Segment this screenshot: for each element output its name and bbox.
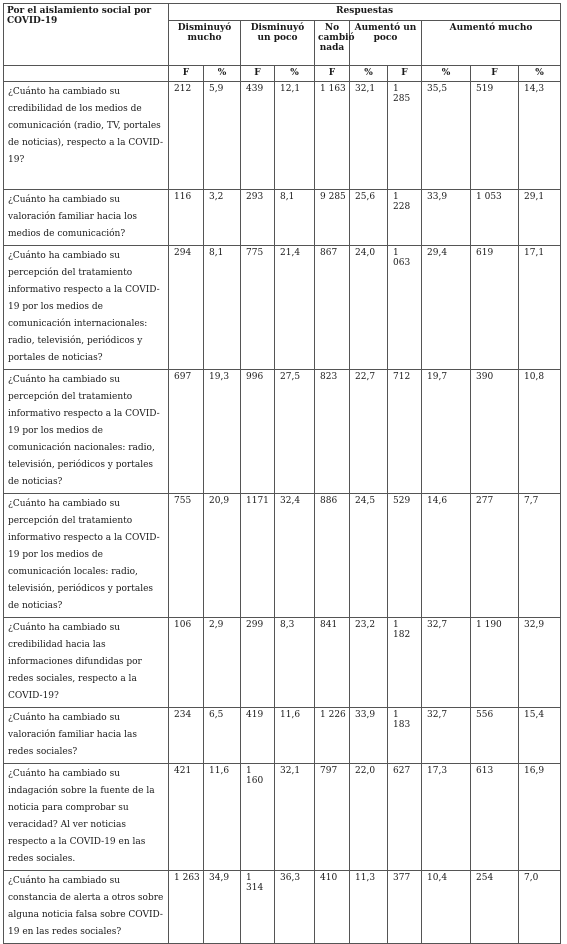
table-row	[4, 82, 561, 190]
percent-cell: 10,4	[422, 871, 471, 944]
percent-cell: 6,5	[204, 708, 241, 764]
percent-cell: 34,9	[204, 871, 241, 944]
percent-cell: 32,7	[422, 618, 471, 708]
percent-cell: 21,4	[275, 246, 315, 370]
percent-cell: 25,6	[350, 190, 388, 246]
f-header: F	[388, 66, 422, 82]
frequency-cell: 619	[471, 246, 519, 370]
percent-cell: 2,9	[204, 618, 241, 708]
percent-cell: 33,9	[350, 708, 388, 764]
percent-cell: 17,1	[519, 246, 561, 370]
table-body	[4, 82, 561, 944]
frequency-cell: 9 285	[315, 190, 350, 246]
table-row	[4, 618, 561, 708]
percent-cell: 11,6	[204, 764, 241, 871]
pct-header: %	[519, 66, 561, 82]
table-row	[4, 370, 561, 494]
question-cell: ¿Cuánto ha cambiado su constancia de alerta a otros sobre alguna noticia falsa sobre COVID-19 en las redes sociales?	[4, 871, 169, 944]
percent-cell: 3,2	[204, 190, 241, 246]
frequency-cell: 867	[315, 246, 350, 370]
percent-cell: 33,9	[422, 190, 471, 246]
frequency-cell: 419	[241, 708, 275, 764]
frequency-cell: 293	[241, 190, 275, 246]
frequency-cell: 1 163	[315, 82, 350, 190]
percent-cell: 36,3	[275, 871, 315, 944]
pct-header: %	[422, 66, 471, 82]
frequency-cell: 996	[241, 370, 275, 494]
table-wrapper	[3, 3, 561, 944]
frequency-cell: 1 053	[471, 190, 519, 246]
frequency-cell: 1 182	[388, 618, 422, 708]
percent-cell: 11,6	[275, 708, 315, 764]
percent-cell: 32,4	[275, 494, 315, 618]
percent-cell: 8,1	[275, 190, 315, 246]
question-cell: ¿Cuánto ha cambiado su valoración familiar hacia los medios de comunicación?	[4, 190, 169, 246]
percent-cell: 22,0	[350, 764, 388, 871]
pct-header: %	[275, 66, 315, 82]
frequency-cell: 529	[388, 494, 422, 618]
frequency-cell: 377	[388, 871, 422, 944]
question-cell: ¿Cuánto ha cambiado su valoración familiar hacia las redes sociales?	[4, 708, 169, 764]
table-row	[4, 190, 561, 246]
frequency-cell: 613	[471, 764, 519, 871]
frequency-cell: 556	[471, 708, 519, 764]
category-header: Disminuyó un poco	[241, 21, 315, 66]
percent-cell: 22,7	[350, 370, 388, 494]
corner-header: Por el aislamiento social por COVID-19	[4, 4, 169, 66]
f-header: F	[471, 66, 519, 82]
percent-cell: 23,2	[350, 618, 388, 708]
percent-cell: 32,7	[422, 708, 471, 764]
percent-cell: 19,3	[204, 370, 241, 494]
frequency-cell: 439	[241, 82, 275, 190]
question-cell: ¿Cuánto ha cambiado su percepción del tratamiento informativo respecto a la COVID-19 por los medios de comunicación locales: radio, televisión, periódicos y portales de noticias?	[4, 494, 169, 618]
question-cell: ¿Cuánto ha cambiado su indagación sobre la fuente de la noticia para comprobar su veracidad? Al ver noticias respecto a la COVID-19 en las redes sociales.	[4, 764, 169, 871]
frequency-cell: 1 160	[241, 764, 275, 871]
percent-cell: 7,0	[519, 871, 561, 944]
percent-cell: 27,5	[275, 370, 315, 494]
percent-cell: 19,7	[422, 370, 471, 494]
question-cell: ¿Cuánto ha cambiado su credibilidad de los medios de comunicación (radio, TV, portales de noticias), respecto a la COVID-19?	[4, 82, 169, 190]
frequency-cell: 277	[471, 494, 519, 618]
percent-cell: 8,1	[204, 246, 241, 370]
frequency-cell: 1 314	[241, 871, 275, 944]
frequency-cell: 1 063	[388, 246, 422, 370]
frequency-cell: 627	[388, 764, 422, 871]
percent-cell: 32,1	[275, 764, 315, 871]
header-row-group	[4, 4, 561, 21]
frequency-cell: 712	[388, 370, 422, 494]
percent-cell: 32,1	[350, 82, 388, 190]
survey-table	[3, 3, 561, 944]
percent-cell: 20,9	[204, 494, 241, 618]
f-header: F	[315, 66, 350, 82]
group-header: Respuestas	[169, 4, 561, 21]
percent-cell: 17,3	[422, 764, 471, 871]
frequency-cell: 1 183	[388, 708, 422, 764]
table-row	[4, 871, 561, 944]
frequency-cell: 299	[241, 618, 275, 708]
category-header: Disminuyó mucho	[169, 21, 241, 66]
f-header: F	[241, 66, 275, 82]
category-header: Aumentó un poco	[350, 21, 422, 66]
percent-cell: 14,6	[422, 494, 471, 618]
frequency-cell: 410	[315, 871, 350, 944]
frequency-cell: 519	[471, 82, 519, 190]
frequency-cell: 797	[315, 764, 350, 871]
frequency-cell: 886	[315, 494, 350, 618]
frequency-cell: 234	[169, 708, 204, 764]
pct-header: %	[204, 66, 241, 82]
percent-cell: 16,9	[519, 764, 561, 871]
percent-cell: 35,5	[422, 82, 471, 190]
frequency-cell: 697	[169, 370, 204, 494]
frequency-cell: 421	[169, 764, 204, 871]
f-header: F	[169, 66, 204, 82]
percent-cell: 10,8	[519, 370, 561, 494]
percent-cell: 24,0	[350, 246, 388, 370]
frequency-cell: 755	[169, 494, 204, 618]
frequency-cell: 106	[169, 618, 204, 708]
frequency-cell: 1 285	[388, 82, 422, 190]
category-header: Aumentó mucho	[422, 21, 561, 66]
table-row	[4, 764, 561, 871]
frequency-cell: 775	[241, 246, 275, 370]
frequency-cell: 294	[169, 246, 204, 370]
question-cell: ¿Cuánto ha cambiado su percepción del tratamiento informativo respecto a la COVID-19 por los medios de comunicación nacionales: radio, televisión, periódicos y portales de noticias?	[4, 370, 169, 494]
percent-cell: 32,9	[519, 618, 561, 708]
frequency-cell: 841	[315, 618, 350, 708]
frequency-cell: 116	[169, 190, 204, 246]
frequency-cell: 1 263	[169, 871, 204, 944]
pct-header: %	[350, 66, 388, 82]
frequency-cell: 390	[471, 370, 519, 494]
frequency-cell: 1 228	[388, 190, 422, 246]
percent-cell: 15,4	[519, 708, 561, 764]
percent-cell: 24,5	[350, 494, 388, 618]
blank-header-cell	[4, 66, 169, 82]
table-row	[4, 246, 561, 370]
percent-cell: 8,3	[275, 618, 315, 708]
frequency-cell: 1 190	[471, 618, 519, 708]
table-row	[4, 494, 561, 618]
percent-cell: 14,3	[519, 82, 561, 190]
percent-cell: 7,7	[519, 494, 561, 618]
category-header: No cambió nada	[315, 21, 350, 66]
frequency-cell: 212	[169, 82, 204, 190]
percent-cell: 5,9	[204, 82, 241, 190]
frequency-cell: 1171	[241, 494, 275, 618]
frequency-cell: 823	[315, 370, 350, 494]
percent-cell: 12,1	[275, 82, 315, 190]
frequency-cell: 1 226	[315, 708, 350, 764]
table-row	[4, 708, 561, 764]
question-cell: ¿Cuánto ha cambiado su percepción del tratamiento informativo respecto a la COVID-19 por los medios de comunicación internacionales: radio, televisión, periódicos y portales de noticias?	[4, 246, 169, 370]
percent-cell: 11,3	[350, 871, 388, 944]
percent-cell: 29,4	[422, 246, 471, 370]
question-cell: ¿Cuánto ha cambiado su credibilidad hacia las informaciones difundidas por redes sociales, respecto a la COVID-19?	[4, 618, 169, 708]
frequency-cell: 254	[471, 871, 519, 944]
percent-cell: 29,1	[519, 190, 561, 246]
header-row-units	[4, 66, 561, 82]
